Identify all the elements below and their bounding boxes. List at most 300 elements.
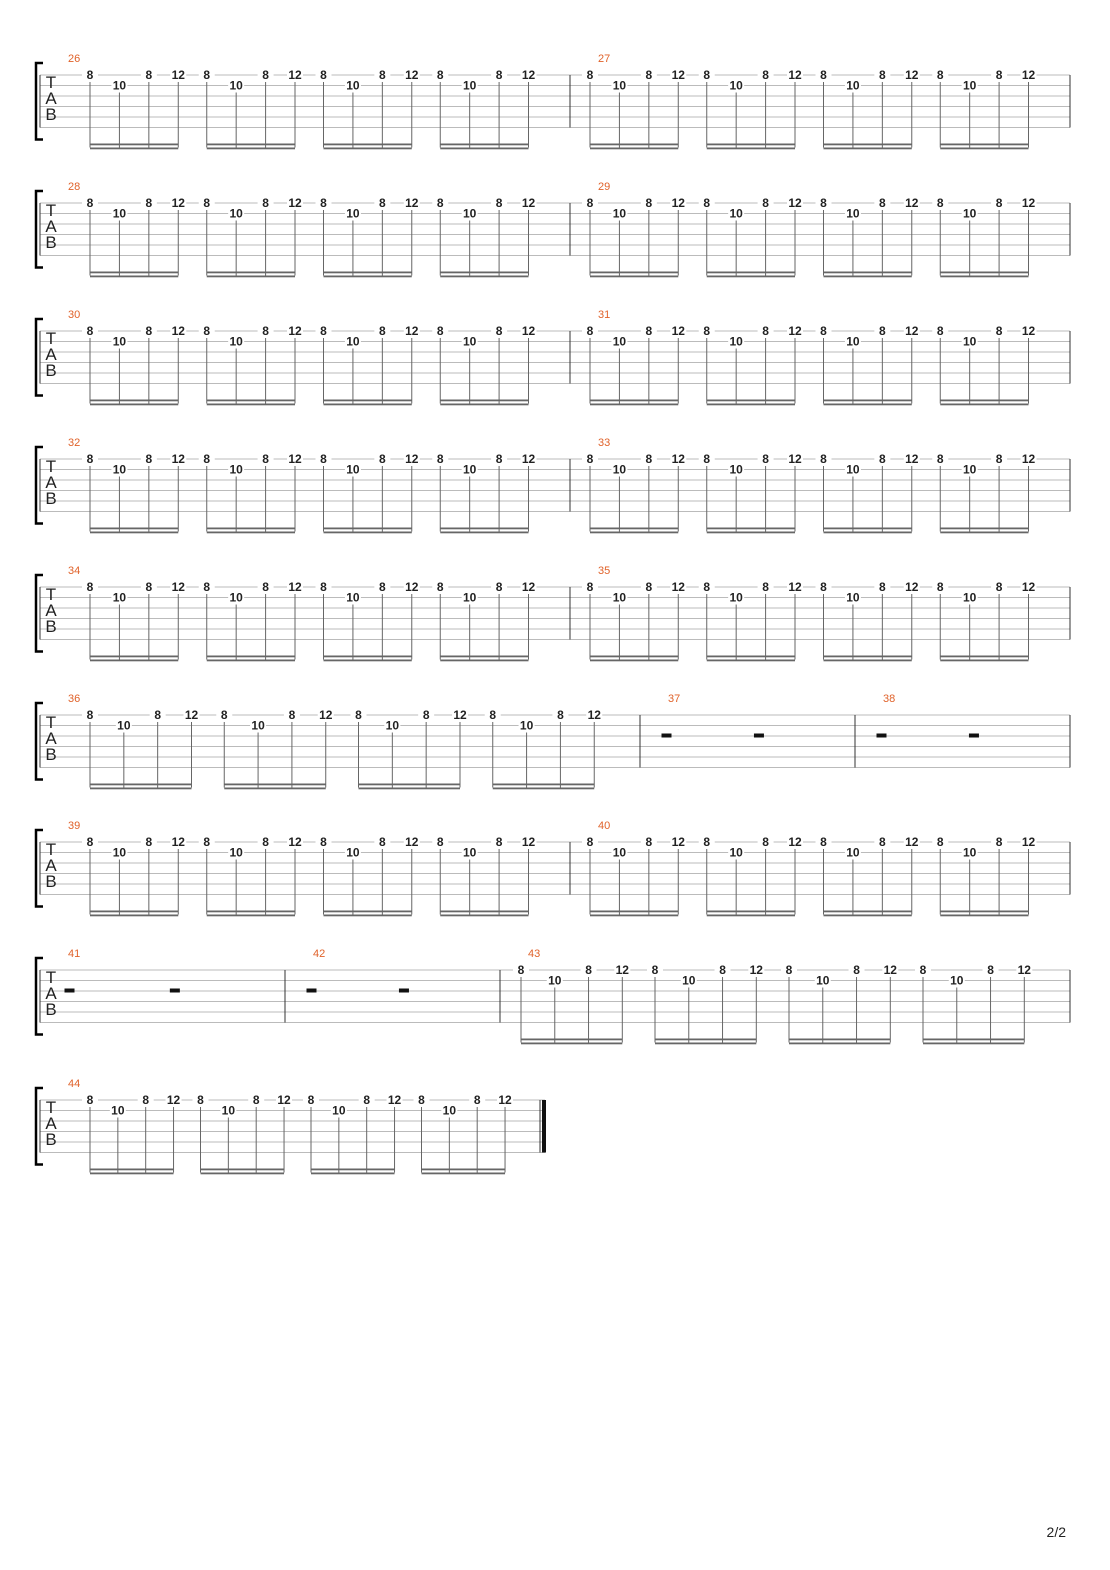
beam-secondary	[440, 276, 528, 278]
fret-number: 12	[521, 580, 536, 594]
fret-number: 8	[936, 196, 944, 210]
fret-number: 8	[320, 196, 327, 210]
fret-number: 8	[86, 452, 94, 466]
fret-number: 10	[729, 845, 743, 860]
fret-number: 8	[645, 835, 653, 849]
beam-primary	[90, 656, 178, 658]
fret-number: 8	[320, 68, 327, 82]
beam-primary	[440, 911, 528, 913]
tab-clef-letter: B	[45, 617, 57, 636]
beam-primary	[207, 144, 295, 146]
fret-number: 8	[86, 68, 94, 82]
fret-number: 8	[495, 835, 503, 849]
beam-primary	[90, 528, 178, 530]
fret-number: 10	[462, 334, 477, 349]
beam-primary	[90, 144, 178, 146]
measure-number: 26	[68, 53, 81, 65]
fret-number: 8	[252, 1093, 260, 1107]
tab-clef-letter: A	[45, 473, 57, 492]
beam-primary	[493, 784, 594, 786]
fret-number: 10	[112, 206, 127, 221]
beam-primary	[940, 656, 1028, 658]
measure-number: 41	[68, 948, 81, 960]
beam-primary	[789, 1039, 890, 1041]
tab-clef-letter: A	[45, 984, 57, 1003]
fret-number: 8	[878, 835, 886, 849]
beam-secondary	[707, 915, 795, 917]
tab-clef-letter: A	[45, 217, 57, 236]
beam-secondary	[940, 404, 1028, 406]
fret-number: 12	[788, 580, 802, 594]
measure-number: 36	[68, 693, 81, 705]
fret-number: 12	[288, 196, 302, 210]
beam-primary	[207, 911, 295, 913]
beam-secondary	[923, 1043, 1024, 1045]
fret-number: 8	[586, 196, 594, 210]
fret-number: 8	[320, 452, 327, 466]
beam-primary	[90, 400, 178, 402]
measure-number: 31	[598, 309, 611, 321]
fret-number: 12	[184, 708, 199, 722]
measure-number: 30	[68, 309, 81, 321]
fret-number: 8	[262, 68, 269, 82]
fret-number: 8	[936, 835, 944, 849]
tab-clef-letter: T	[45, 713, 57, 732]
beam-primary	[707, 272, 795, 274]
tab-clef-letter: B	[45, 105, 57, 124]
beam-secondary	[824, 276, 912, 278]
fret-number: 12	[671, 68, 685, 82]
fret-number: 10	[962, 845, 977, 860]
beam-secondary	[207, 276, 295, 278]
fret-number: 12	[288, 324, 302, 338]
beam-secondary	[824, 660, 912, 662]
fret-number: 10	[346, 334, 360, 349]
tab-clef-letter: T	[45, 73, 57, 92]
beam-primary	[940, 272, 1028, 274]
tab-clef-letter: A	[45, 345, 57, 364]
fret-number: 8	[220, 708, 228, 722]
measure-number: 27	[598, 53, 611, 65]
beam-primary	[324, 272, 412, 274]
fret-number: 12	[171, 580, 185, 594]
fret-number: 10	[612, 78, 627, 93]
fret-number: 8	[320, 324, 327, 338]
beam-primary	[324, 656, 412, 658]
fret-number: 8	[145, 580, 153, 594]
fret-number: 8	[820, 580, 827, 594]
fret-number: 10	[462, 78, 477, 93]
fret-number: 12	[171, 68, 185, 82]
fret-number: 10	[229, 845, 243, 860]
fret-number: 10	[251, 718, 265, 733]
fret-number: 12	[1021, 452, 1036, 466]
fret-number: 8	[355, 708, 362, 722]
fret-number: 10	[112, 845, 127, 860]
fret-number: 10	[612, 206, 627, 221]
beam-secondary	[824, 915, 912, 917]
beam-secondary	[707, 148, 795, 150]
fret-number: 10	[846, 462, 860, 477]
beam-primary	[824, 400, 912, 402]
fret-number: 8	[86, 835, 94, 849]
beam-secondary	[90, 532, 178, 534]
fret-number: 10	[112, 78, 127, 93]
fret-number: 12	[1017, 963, 1031, 977]
beam-secondary	[440, 532, 528, 534]
beam-secondary	[90, 1173, 174, 1175]
fret-number: 10	[612, 845, 627, 860]
tab-clef-letter: A	[45, 729, 57, 748]
half-rest-icon	[170, 989, 180, 993]
fret-number: 10	[385, 718, 400, 733]
beam-primary	[207, 400, 295, 402]
beam-primary	[940, 911, 1028, 913]
fret-number: 10	[729, 462, 743, 477]
fret-number: 8	[936, 452, 944, 466]
tab-clef-letter: B	[45, 1130, 57, 1149]
fret-number: 8	[586, 580, 594, 594]
tab-clef-letter: T	[45, 329, 57, 348]
fret-number: 12	[277, 1093, 291, 1107]
fret-number: 8	[378, 324, 386, 338]
beam-secondary	[789, 1043, 890, 1045]
fret-number: 8	[145, 196, 153, 210]
fret-number: 10	[112, 462, 127, 477]
fret-number: 8	[878, 196, 886, 210]
fret-number: 8	[489, 708, 497, 722]
fret-number: 10	[111, 1103, 125, 1118]
beam-primary	[707, 528, 795, 530]
fret-number: 12	[788, 196, 802, 210]
fret-number: 12	[587, 708, 601, 722]
beam-secondary	[90, 788, 191, 790]
fret-number: 8	[495, 452, 503, 466]
fret-number: 8	[586, 324, 594, 338]
beam-secondary	[207, 148, 295, 150]
fret-number: 12	[905, 452, 919, 466]
fret-number: 8	[86, 324, 94, 338]
beam-secondary	[590, 148, 678, 150]
fret-number: 10	[112, 334, 127, 349]
beam-primary	[207, 528, 295, 530]
fret-number: 8	[820, 324, 827, 338]
tab-clef-letter: A	[45, 856, 57, 875]
fret-number: 10	[846, 78, 860, 93]
fret-number: 8	[378, 835, 386, 849]
fret-number: 10	[729, 78, 743, 93]
fret-number: 10	[462, 590, 477, 605]
fret-number: 8	[203, 68, 211, 82]
fret-number: 10	[229, 590, 243, 605]
fret-number: 8	[436, 324, 444, 338]
beam-primary	[590, 528, 678, 530]
fret-number: 8	[703, 68, 711, 82]
fret-number: 8	[86, 196, 94, 210]
fret-number: 12	[498, 1093, 512, 1107]
beam-primary	[324, 144, 412, 146]
fret-number: 8	[820, 452, 827, 466]
fret-number: 8	[262, 452, 269, 466]
half-rest-icon	[662, 734, 672, 738]
fret-number: 10	[612, 462, 627, 477]
fret-number: 12	[171, 835, 185, 849]
beam-secondary	[521, 1043, 622, 1045]
fret-number: 12	[788, 68, 802, 82]
beam-secondary	[207, 532, 295, 534]
beam-secondary	[940, 532, 1028, 534]
beam-secondary	[90, 404, 178, 406]
fret-number: 10	[346, 845, 360, 860]
fret-number: 8	[762, 835, 769, 849]
fret-number: 8	[703, 324, 711, 338]
fret-number: 8	[495, 68, 503, 82]
beam-secondary	[324, 148, 412, 150]
fret-number: 12	[405, 580, 419, 594]
beam-primary	[707, 144, 795, 146]
fret-number: 8	[378, 580, 386, 594]
fret-number: 10	[346, 590, 360, 605]
beam-secondary	[440, 148, 528, 150]
beam-primary	[590, 272, 678, 274]
beam-secondary	[324, 660, 412, 662]
beam-primary	[824, 911, 912, 913]
fret-number: 12	[319, 708, 333, 722]
fret-number: 8	[719, 963, 726, 977]
beam-primary	[324, 911, 412, 913]
fret-number: 8	[919, 963, 927, 977]
fret-number: 8	[645, 324, 653, 338]
fret-number: 10	[346, 78, 360, 93]
tab-clef-letter: B	[45, 233, 57, 252]
fret-number: 8	[203, 324, 211, 338]
fret-number: 8	[197, 1093, 204, 1107]
fret-number: 8	[262, 835, 269, 849]
fret-number: 8	[262, 196, 269, 210]
fret-number: 12	[166, 1093, 181, 1107]
half-rest-icon	[754, 734, 764, 738]
fret-number: 8	[995, 324, 1003, 338]
tab-clef-letter: T	[45, 968, 57, 987]
fret-number: 10	[962, 334, 977, 349]
fret-number: 8	[203, 580, 211, 594]
fret-number: 12	[288, 68, 302, 82]
beam-secondary	[493, 788, 594, 790]
beam-secondary	[707, 660, 795, 662]
beam-secondary	[824, 148, 912, 150]
beam-secondary	[655, 1043, 756, 1045]
page-number: 2/2	[1046, 1524, 1066, 1540]
fret-number: 10	[816, 973, 830, 988]
fret-number: 10	[462, 462, 477, 477]
measure-number: 28	[68, 181, 81, 193]
fret-number: 8	[645, 68, 653, 82]
fret-number: 10	[846, 206, 860, 221]
fret-number: 8	[995, 835, 1003, 849]
fret-number: 8	[418, 1093, 425, 1107]
beam-secondary	[940, 276, 1028, 278]
fret-number: 8	[995, 452, 1003, 466]
beam-primary	[824, 656, 912, 658]
fret-number: 8	[473, 1093, 481, 1107]
fret-number: 8	[762, 324, 769, 338]
fret-number: 10	[346, 462, 360, 477]
beam-secondary	[590, 532, 678, 534]
fret-number: 8	[436, 196, 444, 210]
beam-primary	[311, 1169, 395, 1171]
fret-number: 8	[436, 68, 444, 82]
fret-number: 8	[651, 963, 659, 977]
beam-primary	[824, 144, 912, 146]
fret-number: 8	[878, 324, 886, 338]
fret-number: 8	[853, 963, 860, 977]
fret-number: 8	[878, 68, 886, 82]
fret-number: 8	[762, 452, 769, 466]
fret-number: 12	[521, 68, 536, 82]
fret-number: 8	[820, 68, 827, 82]
fret-number: 8	[645, 580, 653, 594]
beam-secondary	[707, 532, 795, 534]
tab-clef-letter: T	[45, 457, 57, 476]
beam-primary	[590, 400, 678, 402]
fret-number: 8	[320, 835, 327, 849]
beam-secondary	[90, 660, 178, 662]
beam-primary	[590, 656, 678, 658]
beam-secondary	[940, 660, 1028, 662]
fret-number: 8	[995, 196, 1003, 210]
fret-number: 10	[442, 1103, 457, 1118]
beam-secondary	[207, 404, 295, 406]
half-rest-icon	[969, 734, 979, 738]
fret-number: 8	[495, 580, 503, 594]
measure-number: 35	[598, 565, 611, 577]
fret-number: 8	[820, 196, 827, 210]
fret-number: 12	[905, 580, 919, 594]
beam-secondary	[824, 532, 912, 534]
fret-number: 10	[846, 590, 860, 605]
beam-primary	[224, 784, 325, 786]
fret-number: 10	[962, 462, 977, 477]
fret-number: 10	[950, 973, 964, 988]
final-barline-thick	[542, 1100, 546, 1153]
beam-secondary	[224, 788, 325, 790]
beam-secondary	[324, 532, 412, 534]
beam-primary	[324, 400, 412, 402]
tab-clef-letter: A	[45, 89, 57, 108]
fret-number: 10	[229, 462, 243, 477]
fret-number: 10	[729, 206, 743, 221]
fret-number: 8	[203, 452, 211, 466]
beam-secondary	[207, 660, 295, 662]
beam-secondary	[590, 915, 678, 917]
beam-primary	[707, 656, 795, 658]
measure-number: 38	[883, 693, 896, 705]
beam-secondary	[824, 404, 912, 406]
beam-primary	[655, 1039, 756, 1041]
fret-number: 10	[229, 78, 243, 93]
fret-number: 12	[1021, 68, 1036, 82]
measure-number: 32	[68, 437, 81, 449]
fret-number: 8	[995, 68, 1003, 82]
fret-number: 8	[936, 580, 944, 594]
beam-secondary	[707, 276, 795, 278]
beam-primary	[440, 528, 528, 530]
measure-number: 42	[313, 948, 326, 960]
measure-number: 29	[598, 181, 611, 193]
fret-number: 10	[221, 1103, 236, 1118]
fret-number: 12	[905, 835, 919, 849]
beam-secondary	[440, 660, 528, 662]
fret-number: 12	[405, 196, 419, 210]
fret-number: 8	[762, 580, 769, 594]
beam-primary	[422, 1169, 506, 1171]
fret-number: 10	[332, 1103, 346, 1118]
fret-number: 12	[453, 708, 467, 722]
fret-number: 12	[405, 324, 419, 338]
fret-number: 8	[762, 196, 769, 210]
fret-number: 12	[521, 835, 536, 849]
tab-clef-letter: B	[45, 1000, 57, 1019]
fret-number: 8	[987, 963, 994, 977]
fret-number: 8	[585, 963, 592, 977]
tab-clef-letter: B	[45, 745, 57, 764]
fret-number: 8	[203, 835, 211, 849]
fret-number: 12	[405, 68, 419, 82]
measure-number: 33	[598, 437, 611, 449]
fret-number: 8	[320, 580, 327, 594]
beam-primary	[90, 911, 178, 913]
fret-number: 8	[142, 1093, 150, 1107]
fret-number: 8	[703, 452, 711, 466]
fret-number: 10	[519, 718, 534, 733]
fret-number: 8	[378, 196, 386, 210]
tab-clef-letter: A	[45, 1114, 57, 1133]
fret-number: 12	[405, 452, 419, 466]
fret-number: 8	[703, 196, 711, 210]
fret-number: 8	[495, 196, 503, 210]
beam-secondary	[422, 1173, 506, 1175]
tab-clef-letter: B	[45, 361, 57, 380]
beam-secondary	[207, 915, 295, 917]
beam-primary	[521, 1039, 622, 1041]
beam-secondary	[440, 404, 528, 406]
fret-number: 12	[288, 835, 302, 849]
fret-number: 8	[995, 580, 1003, 594]
beam-primary	[940, 528, 1028, 530]
fret-number: 10	[962, 78, 977, 93]
fret-number: 10	[962, 590, 977, 605]
beam-primary	[440, 144, 528, 146]
beam-primary	[207, 272, 295, 274]
measure-number: 40	[598, 820, 611, 832]
fret-number: 8	[785, 963, 793, 977]
beam-secondary	[440, 915, 528, 917]
fret-number: 12	[405, 835, 419, 849]
tab-clef-letter: A	[45, 601, 57, 620]
fret-number: 10	[548, 973, 562, 988]
beam-secondary	[590, 404, 678, 406]
half-rest-icon	[65, 989, 75, 993]
fret-number: 12	[671, 324, 685, 338]
fret-number: 12	[615, 963, 629, 977]
beam-primary	[707, 911, 795, 913]
beam-secondary	[324, 276, 412, 278]
fret-number: 8	[820, 835, 827, 849]
beam-primary	[440, 656, 528, 658]
fret-number: 8	[703, 835, 711, 849]
fret-number: 8	[436, 835, 444, 849]
fret-number: 8	[378, 68, 386, 82]
